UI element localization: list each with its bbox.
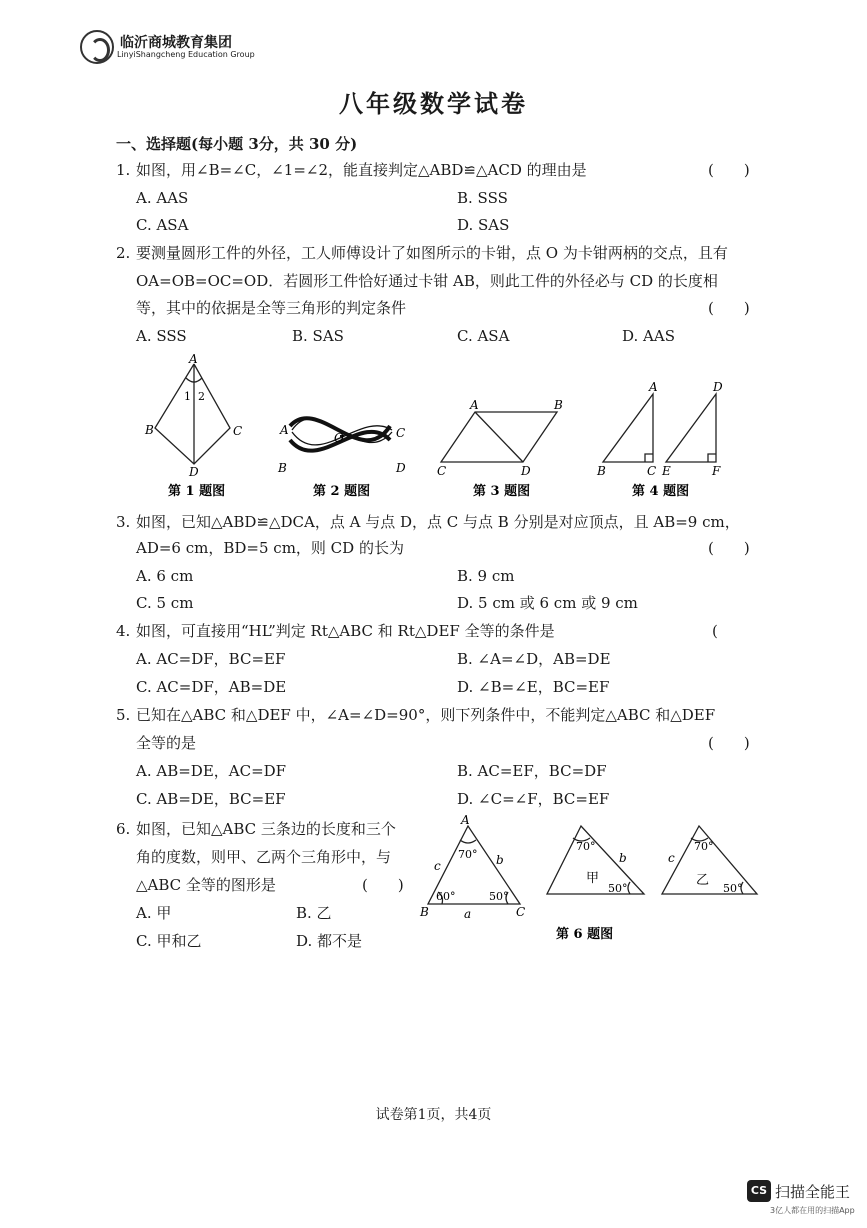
fig6-jia-angle-70: 70° xyxy=(576,840,596,853)
q2-line1: 要测量圆形工件的外径，工人师傅设计了如图所示的卡钳，点 O 为卡钳两柄的交点，且有 xyxy=(136,244,728,262)
fig1-label-a: A xyxy=(189,352,198,366)
q1-option-c: C. ASA xyxy=(136,216,189,234)
fig6-side-c: c xyxy=(434,859,441,873)
fig3-label-d: D xyxy=(521,464,531,478)
fig4-label-a: A xyxy=(649,380,658,394)
fig2-label-a: A xyxy=(280,423,289,437)
fig6-yi-side-c: c xyxy=(668,851,675,865)
q3-option-b: B. 9 cm xyxy=(457,567,515,585)
figures-row xyxy=(0,350,867,505)
fig6-label-a: A xyxy=(461,813,470,827)
figure-4-right-triangles xyxy=(603,394,716,462)
q5-line2: 全等的是 xyxy=(136,734,197,752)
q4-answer-paren: ( xyxy=(712,622,718,640)
q3-option-d: D. 5 cm 或 6 cm 或 9 cm xyxy=(457,594,638,612)
fig4-label-e: E xyxy=(662,464,671,478)
fig6-side-a: a xyxy=(464,907,472,921)
q3-answer-paren: ( ) xyxy=(708,539,750,557)
q6-line3: △ABC 全等的图形是 xyxy=(136,876,276,894)
q6-answer-paren: ( ) xyxy=(362,876,404,894)
q2-option-c: C. ASA xyxy=(457,327,510,345)
q5-option-a: A. AB=DE，AC=DF xyxy=(136,762,287,780)
fig2-label-c: C xyxy=(396,426,406,440)
q3-line2: AD=6 cm，BD=5 cm，则 CD 的长为 xyxy=(136,539,404,557)
q6-option-c: C. 甲和乙 xyxy=(136,932,202,950)
q2-option-b: B. SAS xyxy=(292,327,344,345)
q4-number: 4. xyxy=(116,622,131,640)
figure-6-triangles xyxy=(410,812,770,947)
fig6-jia-angle-50: 50° xyxy=(608,882,628,895)
fig6-caption: 第 6 题图 xyxy=(556,927,614,942)
fig6-angle-60: 60° xyxy=(436,890,456,903)
q5-option-c: C. AB=DE，BC=EF xyxy=(136,790,286,808)
fig1-label-d: D xyxy=(189,465,199,479)
fig1-angle-2: 2 xyxy=(198,390,205,403)
q5-line1: 已知在△ABC 和△DEF 中，∠A=∠D=90°，则下列条件中，不能判定△ABC 和△DEF xyxy=(136,706,716,724)
q3-option-a: A. 6 cm xyxy=(136,567,194,585)
fig2-label-d: D xyxy=(396,461,406,475)
q1-option-b: B. SSS xyxy=(457,189,508,207)
q1-stem: 如图，用∠B=∠C，∠1=∠2，能直接判定△ABD≌△ACD 的理由是 xyxy=(136,161,587,179)
q3-number: 3. xyxy=(116,513,131,531)
q6-line1: 如图，已知△ABC 三条边的长度和三个 xyxy=(136,820,396,838)
figure-1-kite xyxy=(155,364,230,464)
figure-3-parallelogram xyxy=(441,412,557,462)
q6-number: 6. xyxy=(116,820,131,838)
org-name-cn: 临沂商城教育集团 xyxy=(120,35,232,51)
fig1-label-c: C xyxy=(233,424,243,438)
q4-stem: 如图，可直接用“HL”判定 Rt△ABC 和 Rt△DEF 全等的条件是 xyxy=(136,622,555,640)
org-name-en: LinyiShangcheng Education Group xyxy=(117,50,255,59)
camscanner-tagline: 3亿人都在用的扫描App xyxy=(770,1206,855,1215)
fig3-label-a: A xyxy=(470,398,479,412)
q1-option-d: D. SAS xyxy=(457,216,510,234)
fig6-yi-label: 乙 xyxy=(696,873,710,888)
fig4-label-c: C xyxy=(647,464,657,478)
fig1-angle-1: 1 xyxy=(184,390,191,403)
fig4-label-b: B xyxy=(597,464,606,478)
q2-option-a: A. SSS xyxy=(136,327,187,345)
fig6-side-b: b xyxy=(496,853,504,867)
q3-line1: 如图，已知△ABD≌△DCA，点 A 与点 D，点 C 与点 B 分别是对应顶点，且 AB=9 cm， xyxy=(136,513,740,531)
q2-line2: OA=OB=OC=OD．若圆形工件恰好通过卡钳 AB，则此工件的外径必与 CD 的长度相 xyxy=(136,272,718,290)
page-footer: 试卷第1页，共4页 xyxy=(375,1107,492,1123)
q4-option-b: B. ∠A=∠D，AB=DE xyxy=(457,650,611,668)
school-logo-icon xyxy=(80,30,114,64)
q5-answer-paren: ( ) xyxy=(708,734,750,752)
triangle-yi xyxy=(662,826,757,894)
fig2-caption: 第 2 题图 xyxy=(313,484,371,499)
q2-answer-paren: ( ) xyxy=(708,299,750,317)
q1-number: 1. xyxy=(116,161,131,179)
fig3-label-b: B xyxy=(554,398,563,412)
q3-option-c: C. 5 cm xyxy=(136,594,194,612)
fig6-yi-angle-70: 70° xyxy=(694,840,714,853)
fig6-angle-70: 70° xyxy=(458,848,478,861)
section-heading: 一、选择题(每小题 3分，共 30 分) xyxy=(116,135,358,153)
fig6-label-b: B xyxy=(420,905,429,919)
fig3-label-c: C xyxy=(437,464,447,478)
q6-option-b: B. 乙 xyxy=(296,904,332,922)
fig6-label-c: C xyxy=(516,905,526,919)
q2-number: 2. xyxy=(116,244,131,262)
q2-line3: 等，其中的依据是全等三角形的判定条件 xyxy=(136,299,407,317)
q6-option-a: A. 甲 xyxy=(136,904,172,922)
q5-number: 5. xyxy=(116,706,131,724)
fig4-caption: 第 4 题图 xyxy=(632,484,690,499)
fig4-label-f: F xyxy=(712,464,721,478)
q1-option-a: A. AAS xyxy=(136,189,189,207)
fig2-label-o: O xyxy=(334,431,344,445)
fig6-yi-angle-50: 50° xyxy=(723,882,743,895)
q5-option-b: B. AC=EF，BC=DF xyxy=(457,762,607,780)
q5-option-d: D. ∠C=∠F，BC=EF xyxy=(457,790,610,808)
q6-line2: 角的度数，则甲、乙两个三角形中，与 xyxy=(136,848,392,866)
q4-option-a: A. AC=DF，BC=EF xyxy=(136,650,286,668)
fig6-jia-side-b: b xyxy=(619,851,627,865)
q4-option-d: D. ∠B=∠E，BC=EF xyxy=(457,678,610,696)
fig6-angle-50: 50° xyxy=(489,890,509,903)
q6-option-d: D. 都不是 xyxy=(296,932,363,950)
camscanner-name: 扫描全能王 xyxy=(775,1183,851,1201)
fig2-label-b: B xyxy=(278,461,287,475)
fig1-caption: 第 1 题图 xyxy=(168,484,226,499)
page-title: 八年级数学试卷 xyxy=(339,89,528,118)
q1-answer-paren: ( ) xyxy=(708,161,750,179)
fig1-label-b: B xyxy=(145,423,154,437)
q4-option-c: C. AC=DF，AB=DE xyxy=(136,678,287,696)
fig3-caption: 第 3 题图 xyxy=(473,484,531,499)
camscanner-logo-icon: CS xyxy=(747,1180,771,1202)
fig6-jia-label: 甲 xyxy=(586,871,600,886)
q2-option-d: D. AAS xyxy=(622,327,675,345)
fig4-label-d: D xyxy=(713,380,723,394)
